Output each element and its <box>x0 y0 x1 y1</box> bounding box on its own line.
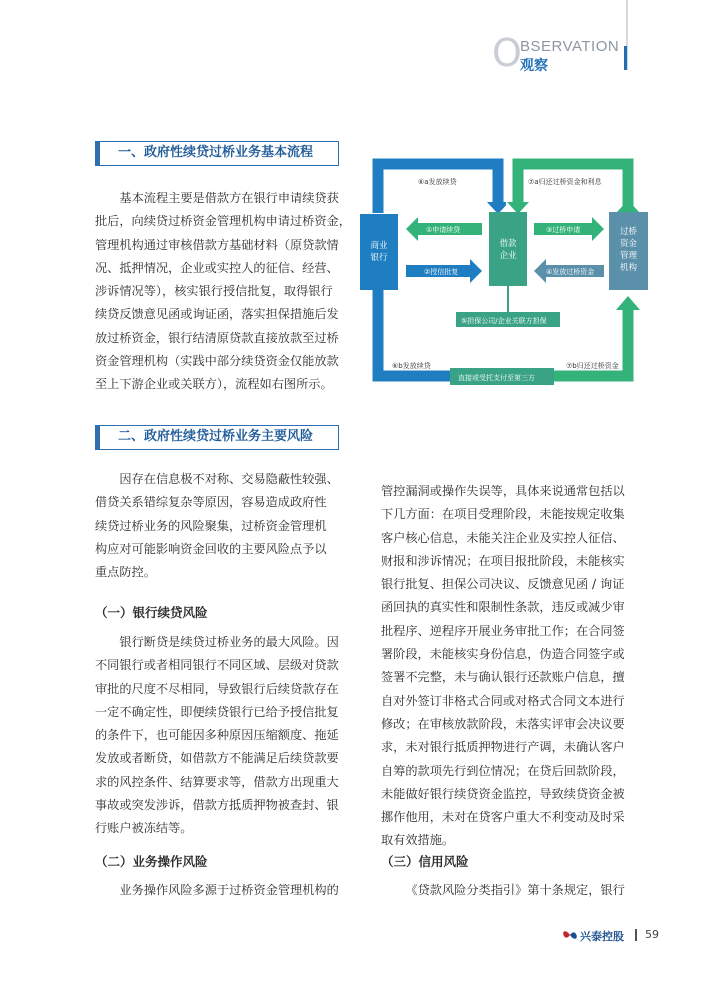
arrow-6a <box>378 164 498 213</box>
text-line: 因存在信息极不对称、交易隐蔽性较强、 <box>119 472 339 486</box>
text-line: 构应对可能影响资金回收的主要风险点予以 <box>95 541 327 556</box>
page-number: 59 <box>645 928 659 941</box>
text-line: 求，未对银行抵质押物进行产调，未确认客户 <box>381 740 625 755</box>
text-line: 银行断贷是续贷过桥业务的最大风险。因 <box>119 635 339 649</box>
box-label-line: 银行 <box>370 253 388 263</box>
box-label-line: 机构 <box>619 263 638 273</box>
section2-heading: 二、政府性续贷过桥业务主要风险 <box>95 425 339 450</box>
bank-risk-body <box>95 631 341 841</box>
arrowhead-7b <box>616 296 640 310</box>
text-line: 不同银行或者相同银行不同区域、层级对贷款 <box>95 658 339 673</box>
label-6b: ⑥b发放续贷 <box>392 362 431 370</box>
text-line: 下几方面：在项目受理阶段，未能按规定收集 <box>381 507 625 522</box>
text-line: 自对外签订非格式合同或对格式合同文本进行 <box>381 693 625 708</box>
text-line: 况、抵押情况，企业或实控人的征信、经营、 <box>95 260 339 275</box>
text-line: 续贷过桥业务的风险聚集，过桥资金管理机 <box>95 518 327 533</box>
operation-risk-first-line: 业务操作风险多源于过桥资金管理机构的 <box>119 883 339 897</box>
box-label-line: 企业 <box>499 251 517 261</box>
text-line: 行账户被冻结等。 <box>95 821 193 836</box>
footer-brand: 兴泰控股 <box>580 930 624 943</box>
text-line: 重点防控。 <box>95 565 156 580</box>
footer-divider <box>635 929 637 941</box>
box-label-line: 过桥 <box>619 227 638 237</box>
section1-body <box>95 187 351 397</box>
header-section-zh: 观察 <box>520 58 548 74</box>
text-line: 批后，向续贷过桥资金管理机构申请过桥资金， <box>95 214 351 229</box>
text-line: 管理机构通过审核借款方基础材料（原贷款情 <box>95 237 339 252</box>
text-line: 银行批复、担保公司决议、反馈意见函 / 询证 <box>381 577 625 592</box>
box-label-line: 资金 <box>619 239 638 249</box>
operation-risk-body <box>381 480 629 853</box>
text-line: 修改；在审核放款阶段，未落实评审会决议要 <box>381 716 625 731</box>
box-label-line: 借款 <box>499 239 517 249</box>
box-label-line: 管理 <box>619 251 638 261</box>
text-line: 借贷关系错综复杂等原因，容易造成政府性 <box>95 495 327 510</box>
subheading-bank-risk: （一）银行续贷风险 <box>95 605 208 620</box>
section1-heading: 一、政府性续贷过桥业务基本流程 <box>95 141 339 166</box>
text-line: 基本流程主要是借款方在银行申请续贷获 <box>119 191 339 205</box>
label-approve: ②授信批复 <box>424 268 459 276</box>
text-line: 放过桥资金，银行结清原贷款直接放款至过桥 <box>95 330 339 345</box>
arrowhead-7a <box>617 200 639 212</box>
box-label-line: 商业 <box>370 241 388 251</box>
text-line: 批程序、逆程序开展业务审批工作；在合同签 <box>381 623 625 638</box>
label-6a: ⑥a发放续贷 <box>418 178 457 186</box>
subheading-credit-risk: （三）信用风险 <box>381 854 469 869</box>
text-line: 函回执的真实性和限制性条款，违反或减少审 <box>381 600 625 615</box>
text-line: 发放或者断贷，如借款方不能满足后续贷款要 <box>95 751 339 766</box>
label-bridge-apply: ③过桥申请 <box>546 226 581 234</box>
text-line: 续贷反馈意见函或询证函，落实担保措施后发 <box>95 307 339 322</box>
text-line: 财报和涉诉情况；在项目报批阶段，未能核实 <box>381 553 625 568</box>
text-line: 自筹的款项先行到位情况；在贷后回款阶段， <box>381 763 625 778</box>
label-apply: ①申请续贷 <box>426 226 461 234</box>
credit-risk-first-line: 《贷款风险分类指引》第十条规定，银行 <box>405 883 625 897</box>
text-line: 取有效措施。 <box>381 833 455 848</box>
text-line: 事故或突发涉诉，借款方抵质押物被查封、银 <box>95 798 339 813</box>
section2-intro <box>95 468 341 584</box>
label-7a: ⑦a归还过桥资金和利息 <box>528 178 602 186</box>
subheading-operation-risk: （二）业务操作风险 <box>95 854 208 869</box>
text-line: 署阶段，未能核实身份信息，伪造合同签字或 <box>381 647 625 662</box>
header-accent-bar <box>624 46 627 70</box>
text-line: 未能做好银行续贷资金监控，导致续贷资金被 <box>381 786 625 801</box>
text-line: 客户核心信息，未能关注企业及实控人征信、 <box>381 530 625 545</box>
text-line: 求的风控条件、结算要求等，借款方出现重大 <box>95 774 339 789</box>
label-direct-pay: 直接或受托支付至第三方 <box>458 374 535 382</box>
text-line: 一定不确定性，即便续贷银行已给予授信批复 <box>95 704 339 719</box>
text-line: 涉诉情况等），核实银行授信批复，取得银行 <box>95 284 333 299</box>
process-flow-diagram <box>358 150 658 395</box>
text-line: 的条件下，也可能因多种原因压缩额度、拖延 <box>95 728 339 743</box>
bank-box <box>360 214 398 290</box>
text-line: 挪作他用，未对在贷客户重大不利变动及时采 <box>381 810 625 825</box>
brand-logo-icon <box>562 928 578 942</box>
header-letter-o: O <box>492 31 522 75</box>
borrower-box <box>489 212 527 286</box>
text-line: 签署不完整，未与确认银行还款账户信息，擅 <box>381 670 625 685</box>
label-7b: ⑦b归还过桥资金 <box>566 362 619 370</box>
arrow-7a <box>518 164 628 213</box>
text-line: 管控漏洞或操作失误等，具体来说通常包括以 <box>381 484 625 498</box>
label-bridge-issue: ④发放过桥资金 <box>546 268 595 276</box>
header-section-en: BSERVATION <box>520 38 620 55</box>
text-line: 资金管理机构（实践中部分续贷资金仅能放款 <box>95 354 339 369</box>
text-line: 审批的尺度不尽相同，导致银行后续贷款存在 <box>95 681 339 696</box>
text-line: 至上下游企业或关联方），流程如右图所示。 <box>95 377 333 392</box>
label-guarantee: ⑤担保公司/企业关联方担保 <box>461 317 547 325</box>
